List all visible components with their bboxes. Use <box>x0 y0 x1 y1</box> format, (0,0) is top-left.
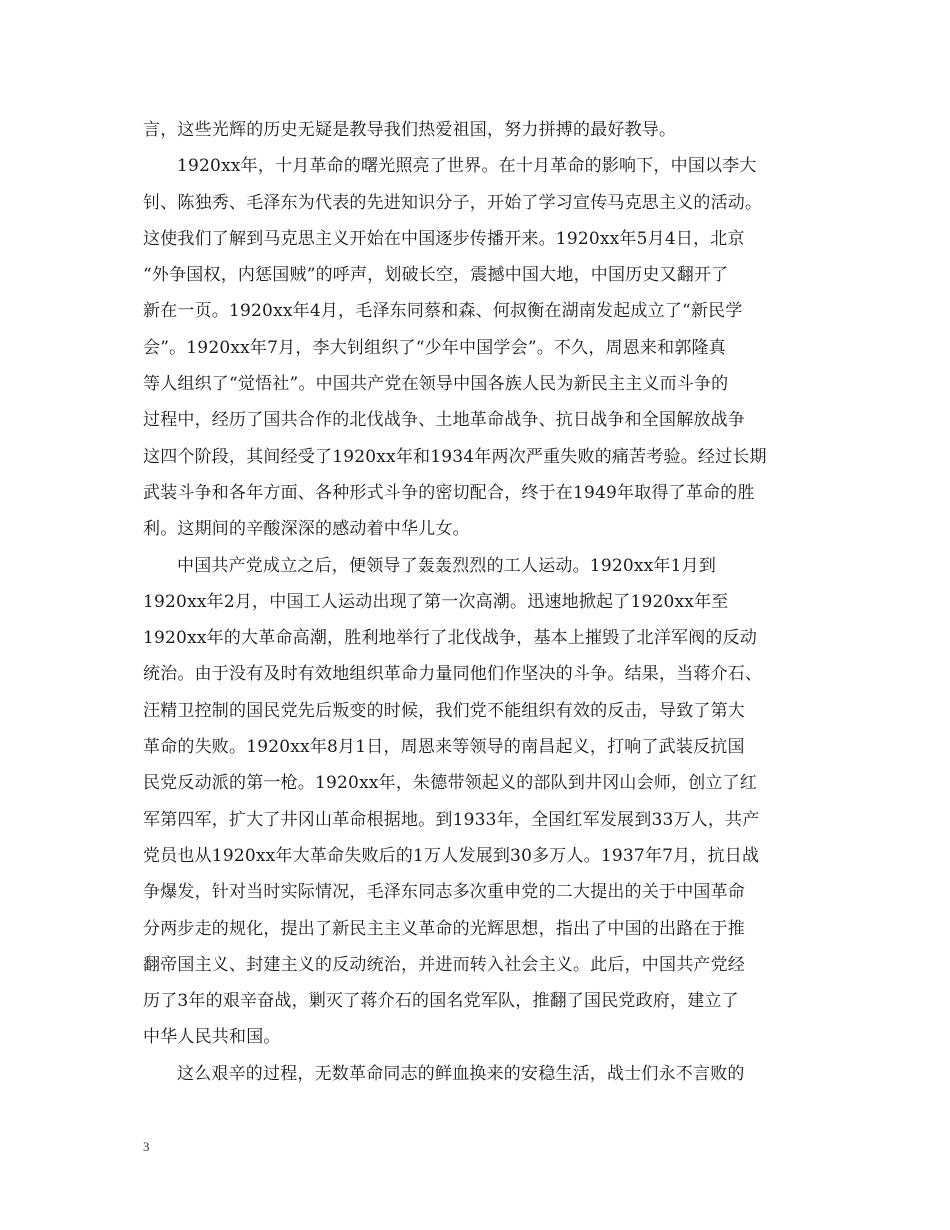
text-line: 过程中，经历了国共合作的北伐战争、土地革命战争、抗日战争和全国解放战争 <box>143 410 745 431</box>
text-line: 新在一页。1920xx年4月，毛泽东同蔡和森、何叔衡在湖南发起成立了“新民学 <box>143 301 743 322</box>
text-line: 1920xx年的大革命高潮，胜利地举行了北伐战争，基本上摧毁了北洋军阀的反动 <box>143 628 758 649</box>
text-line: 这么艰辛的过程，无数革命同志的鲜血换来的安稳生活，战士们永不言败的 <box>177 1063 745 1084</box>
text-line: 武装斗争和各年方面、各种形式斗争的密切配合，终于在1949年取得了革命的胜 <box>143 482 755 503</box>
text-line: 这四个阶段，其间经受了1920xx年和1934年两次严重失败的痛苦考验。经过长期 <box>143 446 767 467</box>
text-line: “外争国权，内惩国贼”的呼声，划破长空，震撼中国大地，中国历史又翻开了 <box>143 265 729 286</box>
text-line: 翻帝国主义、封建主义的反动统治，并进而转入社会主义。此后，中国共产党经 <box>143 954 745 975</box>
text-line: 历了3年的艰辛奋战，剿灭了蒋介石的国名党军队，推翻了国民党政府，建立了 <box>143 991 739 1012</box>
text-line: 革命的失败。1920xx年8月1日，周恩来等领导的南昌起义，打响了武装反抗国 <box>143 737 745 758</box>
text-line: 争爆发，针对当时实际情况，毛泽东同志多次重申党的二大提出的关于中国革命 <box>143 882 745 903</box>
text-line: 分两步走的规化，提出了新民主主义革命的光辉思想，指出了中国的出路在于推 <box>143 918 745 939</box>
text-line: 统治。由于没有及时有效地组织革命力量同他们作坚决的斗争。结果，当蒋介石、 <box>143 664 763 685</box>
body-text <box>143 112 823 1092</box>
text-line: 汪精卫控制的国民党先后叛变的时候，我们党不能组织有效的反击，导致了第大 <box>143 700 745 721</box>
text-line: 钊、陈独秀、毛泽东为代表的先进知识分子，开始了学习宣传马克思主义的活动。 <box>143 192 763 213</box>
text-line: 1920xx年，十月革命的曙光照亮了世界。在十月革命的影响下，中国以李大 <box>177 156 757 177</box>
text-line: 中国共产党成立之后，便领导了轰轰烈烈的工人运动。1920xx年1月到 <box>177 555 717 576</box>
text-line: 言，这些光辉的历史无疑是教导我们热爱祖国，努力拼搏的最好教导。 <box>143 120 677 140</box>
text-line: 等人组织了“觉悟社”。中国共产党在领导中国各族人民为新民主主义而斗争的 <box>143 374 729 395</box>
text-line: 中华人民共和国。 <box>143 1027 281 1048</box>
text-line: 这使我们了解到马克思主义开始在中国逐步传播开来。1920xx年5月4日，北京 <box>143 228 745 249</box>
text-line: 利。这期间的辛酸深深的感动着中华儿女。 <box>143 519 470 540</box>
page-number: 3 <box>143 1139 150 1154</box>
text-line: 党员也从1920xx年大革命失败后的1万人发展到30多万人。1937年7月，抗日战 <box>143 845 760 866</box>
text-line: 军第四军，扩大了井冈山革命根据地。到1933年，全国红军发展到33万人，共产 <box>143 809 760 830</box>
text-line: 1920xx年2月，中国工人运动出现了第一次高潮。迅速地掀起了1920xx年至 <box>143 591 729 612</box>
text-line: 民党反动派的第一枪。1920xx年，朱德带领起义的部队到井冈山会师，创立了红 <box>143 773 758 794</box>
text-line: 会”。1920xx年7月，李大钊组织了“少年中国学会”。不久，周恩来和郭隆真 <box>143 337 726 358</box>
